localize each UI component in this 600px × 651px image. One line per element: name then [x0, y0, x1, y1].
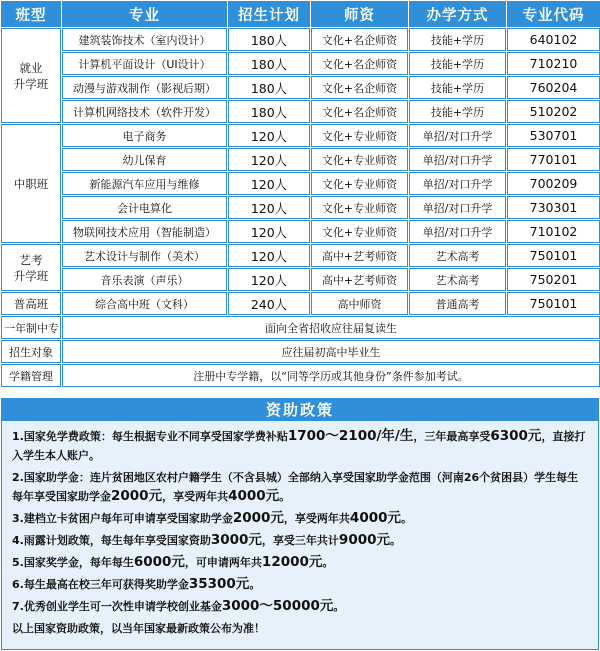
- major-cell: 幼儿保育: [62, 148, 227, 171]
- policy-text: ，享受两年共: [283, 512, 350, 525]
- policy-amount: 6300元: [490, 428, 542, 444]
- policy-text: 。: [390, 534, 401, 547]
- policy-amount: 12000元: [261, 554, 323, 570]
- table-row: [1, 28, 600, 51]
- mode-cell: 单招/对口升学: [409, 220, 506, 243]
- code-cell: 640102: [507, 28, 600, 51]
- major-cell: 艺术设计与制作（美术）: [62, 244, 227, 267]
- plan-cell: 120人: [228, 220, 310, 243]
- header-class-type: 班型: [1, 1, 61, 27]
- mode-cell: 艺术高考: [409, 268, 506, 291]
- class-type-label: 升学班: [13, 76, 49, 91]
- table-header-row: [1, 1, 600, 27]
- code-cell: 750101: [507, 244, 600, 267]
- plan-cell: 120人: [228, 268, 310, 291]
- extra-row-label: 一年制中专: [1, 316, 61, 339]
- header-major: 专业: [62, 1, 227, 27]
- table-row: [1, 292, 600, 315]
- policy-text: 5.国家奖学金，每年每生: [12, 556, 134, 569]
- table-row: [1, 76, 600, 99]
- faculty-cell: 文化+专业师资: [311, 172, 408, 195]
- table-row: [1, 100, 600, 123]
- plan-cell: 120人: [228, 244, 310, 267]
- code-cell: 770101: [507, 148, 600, 171]
- class-type-cell: [1, 244, 61, 291]
- plan-cell: 180人: [228, 100, 310, 123]
- funding-policy-panel: [1, 398, 599, 650]
- table-row: [1, 148, 600, 171]
- mode-cell: 普通高考: [409, 292, 506, 315]
- header-plan: 招生计划: [228, 1, 310, 27]
- code-cell: 750101: [507, 292, 600, 315]
- table-row: [1, 172, 600, 195]
- policy-text: 3.建档立卡贫困户每年可申请享受国家助学金: [12, 512, 233, 525]
- class-type-label: 艺考: [19, 252, 43, 267]
- policy-text: 。: [333, 600, 345, 613]
- policy-text: ，享受三年共计: [261, 534, 339, 547]
- mode-cell: 单招/对口升学: [409, 124, 506, 147]
- plan-cell: 240人: [228, 292, 310, 315]
- table-row: [1, 244, 600, 267]
- policy-item: [12, 468, 586, 506]
- policy-text: ，可申请两年共: [184, 556, 262, 569]
- policy-text: ，直接打入学生本人账户。: [12, 430, 586, 462]
- table-row: [1, 364, 600, 387]
- policy-amount: 2000元: [111, 488, 163, 504]
- major-cell: 音乐表演（声乐）: [62, 268, 227, 291]
- extra-row-value: 应往届初高中毕业生: [62, 340, 600, 363]
- major-cell: 计算机平面设计（UI设计）: [62, 52, 227, 75]
- plan-cell: 120人: [228, 124, 310, 147]
- faculty-cell: 文化+名企师资: [311, 28, 408, 51]
- code-cell: 760204: [507, 76, 600, 99]
- extra-row-label: 学籍管理: [1, 364, 61, 387]
- table-row: [1, 196, 600, 219]
- policy-text: 。: [249, 578, 261, 591]
- policy-list: [2, 421, 598, 638]
- table-row: [1, 52, 600, 75]
- major-cell: 动漫与游戏制作（影视后期）: [62, 76, 227, 99]
- code-cell: 530701: [507, 124, 600, 147]
- mode-cell: 技能+学历: [409, 28, 506, 51]
- policy-text: 。: [322, 556, 334, 569]
- policy-item: [12, 427, 586, 465]
- plan-cell: 120人: [228, 148, 310, 171]
- code-cell: 750201: [507, 268, 600, 291]
- code-cell: 710210: [507, 52, 600, 75]
- policy-amount: 4000元: [349, 510, 401, 526]
- plan-cell: 120人: [228, 172, 310, 195]
- major-cell: 物联网技术应用（智能制造）: [62, 220, 227, 243]
- class-type-label: 就业: [19, 60, 43, 75]
- policy-item: [12, 575, 586, 594]
- code-cell: 710102: [507, 220, 600, 243]
- class-type-label: 中职班: [13, 176, 49, 191]
- policy-text: 。: [401, 512, 412, 525]
- header-code: 专业代码: [507, 1, 600, 27]
- policy-amount: 3000元: [210, 532, 262, 548]
- major-cell: 综合高中班（文科）: [62, 292, 227, 315]
- policy-text: 6.每生最高在校三年可获得奖助学金: [12, 578, 189, 591]
- plan-cell: 180人: [228, 28, 310, 51]
- table-row: [1, 268, 600, 291]
- table-row: [1, 316, 600, 339]
- faculty-cell: 文化+专业师资: [311, 220, 408, 243]
- plan-cell: 180人: [228, 52, 310, 75]
- class-type-cell: [1, 124, 61, 243]
- faculty-cell: 文化+名企师资: [311, 76, 408, 99]
- mode-cell: 单招/对口升学: [409, 172, 506, 195]
- class-type-cell: [1, 292, 61, 315]
- policy-text: ，享受两年共: [162, 490, 229, 503]
- faculty-cell: 文化+专业师资: [311, 124, 408, 147]
- policy-text: 以上国家资助政策，以当年国家最新政策公布为准！: [12, 622, 265, 635]
- header-faculty: 师资: [311, 1, 408, 27]
- policy-amount: 2000元: [232, 510, 284, 526]
- header-mode: 办学方式: [409, 1, 506, 27]
- faculty-cell: 文化+名企师资: [311, 52, 408, 75]
- policy-item: [12, 531, 586, 550]
- extra-row-label: 招生对象: [1, 340, 61, 363]
- major-cell: 电子商务: [62, 124, 227, 147]
- major-cell: 新能源汽车应用与维修: [62, 172, 227, 195]
- policy-text: 7.优秀创业学生可一次性申请学校创业基金: [12, 600, 222, 613]
- mode-cell: 艺术高考: [409, 244, 506, 267]
- faculty-cell: 文化+名企师资: [311, 100, 408, 123]
- class-type-cell: [1, 28, 61, 123]
- plan-cell: 120人: [228, 196, 310, 219]
- policy-amount: 35300元: [188, 576, 250, 592]
- policy-text: 。: [279, 490, 291, 503]
- extra-row-value: 注册中专学籍，以“同等学历或其他身份”条件参加考试。: [62, 364, 600, 387]
- policy-item: [12, 597, 586, 616]
- policy-item: [12, 509, 586, 528]
- mode-cell: 技能+学历: [409, 52, 506, 75]
- mode-cell: 单招/对口升学: [409, 148, 506, 171]
- table-row: [1, 124, 600, 147]
- major-cell: 计算机网络技术（软件开发）: [62, 100, 227, 123]
- faculty-cell: 高中师资: [311, 292, 408, 315]
- mode-cell: 单招/对口升学: [409, 196, 506, 219]
- class-type-label: 升学班: [13, 268, 49, 283]
- policy-text: 1.国家免学费政策：每生根据专业不同享受国家学费补贴: [12, 430, 288, 443]
- faculty-cell: 高中+艺考师资: [311, 268, 408, 291]
- table-row: [1, 340, 600, 363]
- mode-cell: 技能+学历: [409, 100, 506, 123]
- policy-amount: 1700～2100/年/生: [287, 428, 414, 444]
- policy-amount: 4000元: [228, 488, 280, 504]
- policy-item: [12, 553, 586, 572]
- policy-text: 4.雨露计划政策，每生每年享受国家资助: [12, 534, 211, 547]
- policy-text: 2.国家助学金：连片贫困地区农村户籍学生（不含县城）全部纳入享受国家助学金范围（河南26个贫困县）学生每生每年享受国家助学金: [12, 471, 579, 503]
- faculty-cell: 文化+专业师资: [311, 196, 408, 219]
- extra-row-value: 面向全省招收应往届复读生: [62, 316, 600, 339]
- code-cell: 510202: [507, 100, 600, 123]
- code-cell: 730301: [507, 196, 600, 219]
- class-type-label: 普高班: [13, 296, 49, 311]
- major-cell: 会计电算化: [62, 196, 227, 219]
- policy-title: 资助政策: [2, 399, 598, 421]
- mode-cell: 技能+学历: [409, 76, 506, 99]
- faculty-cell: 高中+艺考师资: [311, 244, 408, 267]
- plan-cell: 180人: [228, 76, 310, 99]
- code-cell: 700209: [507, 172, 600, 195]
- policy-amount: 9000元: [338, 532, 390, 548]
- major-cell: 建筑装饰技术（室内设计）: [62, 28, 227, 51]
- policy-item: [12, 619, 586, 638]
- policy-amount: 3000～50000元: [221, 598, 334, 614]
- table-row: [1, 220, 600, 243]
- policy-amount: 6000元: [133, 554, 185, 570]
- policy-text: ，三年最高享受: [413, 430, 491, 443]
- faculty-cell: 文化+专业师资: [311, 148, 408, 171]
